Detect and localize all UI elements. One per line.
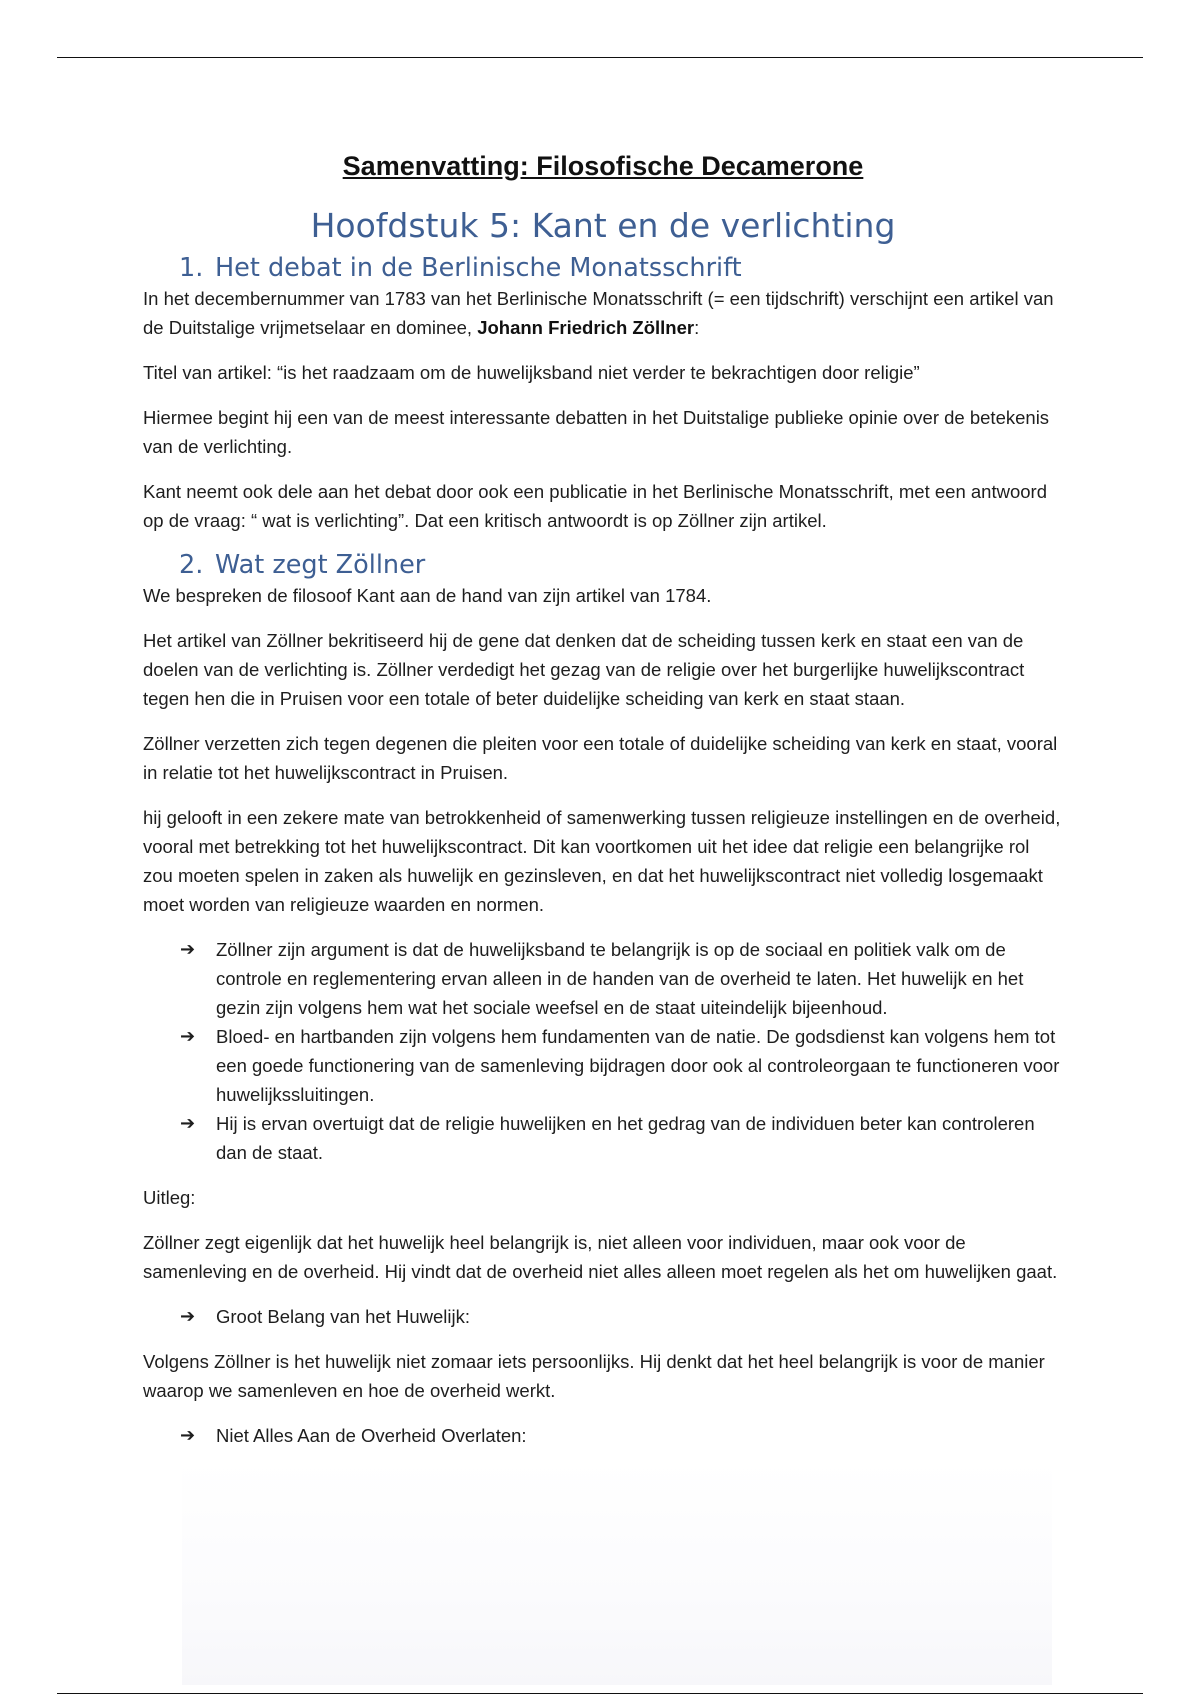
page-shade bbox=[182, 1460, 1052, 1685]
section-title: Het debat in de Berlinische Monatsschrift bbox=[215, 253, 742, 283]
paragraph: hij gelooft in een zekere mate van betrokkenheid of samenwerking tussen religieuze instellingen en de overheid, vooral met betrekking tot het huwelijkscontract. Dit kan voortkomen uit het idee dat religie een belangrijke rol zou moeten spelen in zaken als huwelijk en gezinsleven, en dat het huwelijkscontract niet volledig losgemaakt moet worden van religieuze waarden en normen. bbox=[143, 807, 1061, 915]
list-item bbox=[180, 1421, 1063, 1450]
list-item-text: Bloed- en hartbanden zijn volgens hem fundamenten van de natie. De godsdienst kan volgens hem tot een goede functionering van de samenleving bijdragen door ook al controleorgaan te functioneren voor huwelijkssluitingen. bbox=[216, 1026, 1060, 1105]
list-item-text: Zöllner zijn argument is dat de huwelijksband te belangrijk is op de sociaal en politiek valk om de controle en reglementering ervan alleen in de handen van de overheid te laten. Het huwelijk en het gezin zijn volgens hem wat het sociale weefsel en de staat uiteindelijk bijeenhoud. bbox=[216, 939, 1024, 1018]
document-title: Samenvatting: Filosofische Decamerone bbox=[342, 151, 864, 181]
uitleg-label: Uitleg: bbox=[143, 1187, 196, 1208]
list-item bbox=[180, 1109, 1063, 1167]
bullet-list bbox=[143, 935, 1063, 1167]
section-heading-1 bbox=[143, 252, 1063, 284]
arrow-right-icon: ➔ bbox=[180, 1425, 196, 1445]
paragraph-text: : bbox=[694, 317, 700, 338]
list-item bbox=[180, 935, 1063, 1022]
paragraph: Zöllner zegt eigenlijk dat het huwelijk heel belangrijk is, niet alleen voor individuen, maar ook voor de samenleving en de overheid. Hij vindt dat de overheid niet alles alleen moet regelen als het om huwelijken gaat. bbox=[143, 1232, 1058, 1282]
arrow-right-icon: ➔ bbox=[180, 1306, 196, 1326]
paragraph: Kant neemt ook dele aan het debat door ook een publicatie in het Berlinische Monatsschrift, met een antwoord op de vraag: “ wat is verlichting”. Dat een kritisch antwoordt is op Zöllner zijn artikel. bbox=[143, 481, 1047, 531]
paragraph: Titel van artikel: “is het raadzaam om de huwelijksband niet verder te bekrachtigen door religie” bbox=[143, 362, 920, 383]
paragraph: Het artikel van Zöllner bekritiseerd hij de gene dat denken dat de scheiding tussen kerk en staat een van de doelen van de verlichting is. Zöllner verdedigt het gezag van de religie over het burgerlijke huwelijkscontract tegen hen die in Pruisen voor een totale of beter duidelijke scheiding van kerk en staat staan. bbox=[143, 630, 1025, 709]
paragraph-text: In het decembernummer van 1783 van het Berlinische Monatsschrift (= een tijdschrift) verschijnt een artikel van de Duitstalige vrijmetselaar en dominee, bbox=[143, 288, 1054, 338]
bullet-list bbox=[143, 1421, 1063, 1450]
arrow-right-icon: ➔ bbox=[180, 1026, 196, 1046]
paragraph: Zöllner verzetten zich tegen degenen die pleiten voor een totale of duidelijke scheiding van kerk en staat, vooral in relatie tot het huwelijkscontract in Pruisen. bbox=[143, 733, 1058, 783]
list-item-text: Hij is ervan overtuigt dat de religie huwelijken en het gedrag van de individuen beter kan controleren dan de staat. bbox=[216, 1113, 1035, 1163]
bullet-list bbox=[143, 1302, 1063, 1331]
list-item-text: Groot Belang van het Huwelijk: bbox=[216, 1306, 470, 1327]
section-heading-2 bbox=[143, 549, 1063, 581]
paragraph bbox=[143, 284, 1063, 342]
chapter-heading: Hoofdstuk 5: Kant en de verlichting bbox=[310, 206, 896, 245]
list-item bbox=[180, 1302, 1063, 1331]
header-rule bbox=[57, 57, 1143, 58]
author-name: Johann Friedrich Zöllner bbox=[477, 317, 695, 338]
arrow-right-icon: ➔ bbox=[180, 939, 196, 959]
footer-rule bbox=[57, 1693, 1143, 1694]
paragraph: Volgens Zöllner is het huwelijk niet zomaar iets persoonlijks. Hij denkt dat het heel belangrijk is voor de manier waarop we samenleven en hoe de overheid werkt. bbox=[143, 1351, 1045, 1401]
paragraph: We bespreken de filosoof Kant aan de hand van zijn artikel van 1784. bbox=[143, 585, 712, 606]
section-title: Wat zegt Zöllner bbox=[215, 550, 426, 580]
document-page bbox=[143, 140, 1063, 1466]
section-number: 2. bbox=[179, 550, 204, 580]
paragraph: Hiermee begint hij een van de meest interessante debatten in het Duitstalige publieke opinie over de betekenis van de verlichting. bbox=[143, 407, 1050, 457]
list-item-text: Niet Alles Aan de Overheid Overlaten: bbox=[216, 1425, 527, 1446]
arrow-right-icon: ➔ bbox=[180, 1113, 196, 1133]
list-item bbox=[180, 1022, 1063, 1109]
section-number: 1. bbox=[179, 253, 204, 283]
